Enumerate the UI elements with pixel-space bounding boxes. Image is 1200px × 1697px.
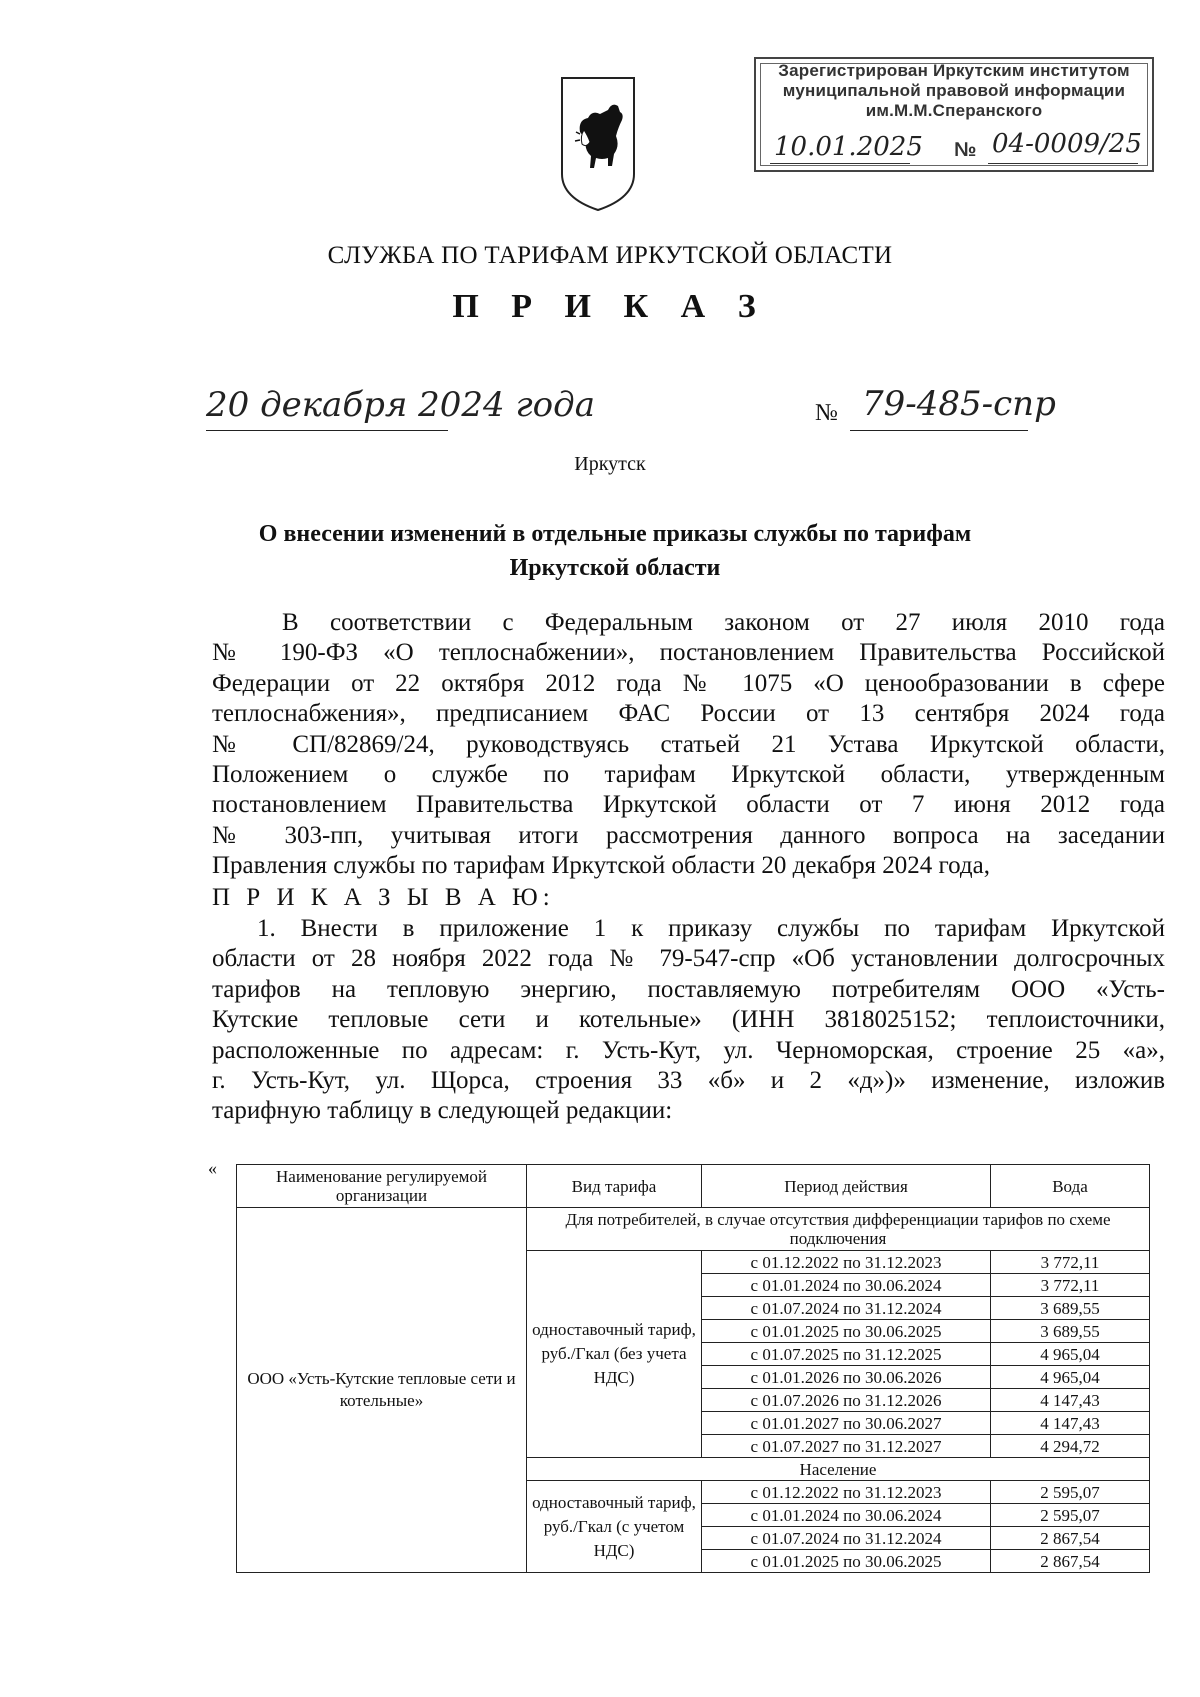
- preamble-line: Положением о службе по тарифам Иркутской области, утвержденным: [212, 761, 1165, 789]
- order-word: П Р И К А З Ы В А Ю:: [212, 884, 555, 911]
- number-underline: [850, 430, 1028, 431]
- value-cell: 4 147,43: [991, 1412, 1150, 1435]
- registration-stamp: [754, 57, 1154, 172]
- header-period: Период действия: [702, 1165, 991, 1208]
- period-cell: с 01.12.2022 по 31.12.2023: [702, 1481, 991, 1504]
- period-cell: с 01.01.2027 по 30.06.2027: [702, 1412, 991, 1435]
- preamble-line: № 190-ФЗ «О теплоснабжении», постановлением Правительства Российской: [212, 639, 1165, 667]
- stamp-line-1: Зарегистрирован Иркутским институтом: [778, 61, 1130, 80]
- value-cell: 3 772,11: [991, 1251, 1150, 1274]
- preamble-line: Правления службы по тарифам Иркутской области 20 декабря 2024 года,: [212, 852, 990, 880]
- period-cell: с 01.01.2024 по 30.06.2024: [702, 1274, 991, 1297]
- value-cell: 4 294,72: [991, 1435, 1150, 1458]
- agency-name: СЛУЖБА ПО ТАРИФАМ ИРКУТСКОЙ ОБЛАСТИ: [327, 242, 893, 269]
- city-name: Иркутск: [574, 453, 646, 475]
- clause-line: 1. Внести в приложение 1 к приказу службы по тарифам Иркутской: [257, 915, 1165, 942]
- stamp-number-underline: [988, 163, 1138, 164]
- value-cell: 2 867,54: [991, 1550, 1150, 1573]
- value-cell: 4 147,43: [991, 1389, 1150, 1412]
- value-cell: 4 965,04: [991, 1366, 1150, 1389]
- stamp-date: 10.01.2025: [774, 132, 923, 162]
- period-cell: с 01.12.2022 по 31.12.2023: [702, 1251, 991, 1274]
- order-number-label: №: [815, 400, 838, 426]
- preamble-paragraph: [212, 608, 1165, 882]
- period-cell: с 01.01.2024 по 30.06.2024: [702, 1504, 991, 1527]
- period-cell: с 01.07.2027 по 31.12.2027: [702, 1435, 991, 1458]
- table-opening-quote: «: [208, 1158, 217, 1178]
- period-cell: с 01.01.2026 по 30.06.2026: [702, 1366, 991, 1389]
- period-cell: с 01.07.2024 по 31.12.2024: [702, 1297, 991, 1320]
- period-cell: с 01.01.2025 по 30.06.2025: [702, 1320, 991, 1343]
- clause-line: области от 28 ноября 2022 года № 79-547-спр «Об установлении долгосрочных: [212, 945, 1165, 973]
- section-title-population: Население: [527, 1458, 1150, 1481]
- header-organization: Наименование регулируемой организации: [237, 1165, 527, 1208]
- value-cell: 3 689,55: [991, 1297, 1150, 1320]
- clause-line: Кутские тепловые сети и котельные» (ИНН 3818025152; теплоисточники,: [212, 1006, 1165, 1034]
- tariff-table: [236, 1164, 1150, 1573]
- header-water: Вода: [991, 1165, 1150, 1208]
- value-cell: 2 867,54: [991, 1527, 1150, 1550]
- stamp-number-label: №: [954, 139, 977, 161]
- preamble-line: теплоснабжения», предписанием ФАС России от 13 сентября 2024 года: [212, 700, 1165, 728]
- preamble-line: В соответствии с Федеральным законом от 27 июля 2010 года: [282, 609, 1165, 636]
- clause-line: тарифную таблицу в следующей редакции:: [212, 1097, 673, 1125]
- table-header-row: [237, 1165, 1150, 1208]
- preamble-line: № 303-пп, учитывая итоги рассмотрения данного вопроса на заседании: [212, 821, 1165, 849]
- date-underline: [206, 430, 448, 431]
- coat-of-arms-emblem: [558, 74, 638, 214]
- section-title-consumers: Для потребителей, в случае отсутствия дифференциации тарифов по схеме подключения: [527, 1208, 1150, 1251]
- tariff-type-cell: одноставочный тариф, руб./Гкал (без учета НДС): [527, 1251, 702, 1458]
- preamble-line: Федерации от 22 октября 2012 года № 1075 «О ценообразовании в сфере: [212, 669, 1165, 697]
- clause-line: тарифов на тепловую энергию, поставляемую потребителям ООО «Усть-: [212, 975, 1165, 1003]
- section-row: [237, 1208, 1150, 1251]
- stamp-number: 04-0009/25: [992, 129, 1142, 159]
- period-cell: с 01.07.2025 по 31.12.2025: [702, 1343, 991, 1366]
- header-tariff-type: Вид тарифа: [527, 1165, 702, 1208]
- document-heading: [0, 517, 1200, 585]
- document-title: П Р И К А З: [452, 288, 768, 325]
- handwritten-date: 20 декабря 2024 года: [206, 385, 595, 425]
- value-cell: 3 689,55: [991, 1320, 1150, 1343]
- preamble-line: постановлением Правительства Иркутской области от 7 июня 2012 года: [212, 791, 1165, 819]
- heading-line-2: Иркутской области: [509, 555, 721, 581]
- clause-1-paragraph: [212, 914, 1165, 1127]
- value-cell: 4 965,04: [991, 1343, 1150, 1366]
- organization-cell: ООО «Усть-Кутские тепловые сети и котельные»: [237, 1208, 527, 1573]
- period-cell: с 01.07.2026 по 31.12.2026: [702, 1389, 991, 1412]
- value-cell: 2 595,07: [991, 1481, 1150, 1504]
- stamp-line-2: муниципальной правовой информации: [782, 81, 1126, 100]
- heading-line-1: О внесении изменений в отдельные приказы службы по тарифам: [258, 521, 972, 547]
- handwritten-order-number: 79-485-спр: [862, 384, 1056, 424]
- clause-line: расположенные по адресам: г. Усть-Кут, ул. Черноморская, строение 25 «а»,: [212, 1036, 1165, 1064]
- period-cell: с 01.01.2025 по 30.06.2025: [702, 1550, 991, 1573]
- value-cell: 2 595,07: [991, 1504, 1150, 1527]
- stamp-date-underline: [770, 163, 910, 164]
- stamp-line-3: им.М.М.Сперанского: [865, 101, 1043, 120]
- clause-line: г. Усть-Кут, ул. Щорса, строения 33 «б» и 2 «д»)» изменение, изложив: [212, 1067, 1165, 1095]
- tariff-type-cell: одноставочный тариф, руб./Гкал (с учетом НДС): [527, 1481, 702, 1573]
- period-cell: с 01.07.2024 по 31.12.2024: [702, 1527, 991, 1550]
- value-cell: 3 772,11: [991, 1274, 1150, 1297]
- preamble-line: № СП/82869/24, руководствуясь статьей 21 Устава Иркутской области,: [212, 730, 1165, 758]
